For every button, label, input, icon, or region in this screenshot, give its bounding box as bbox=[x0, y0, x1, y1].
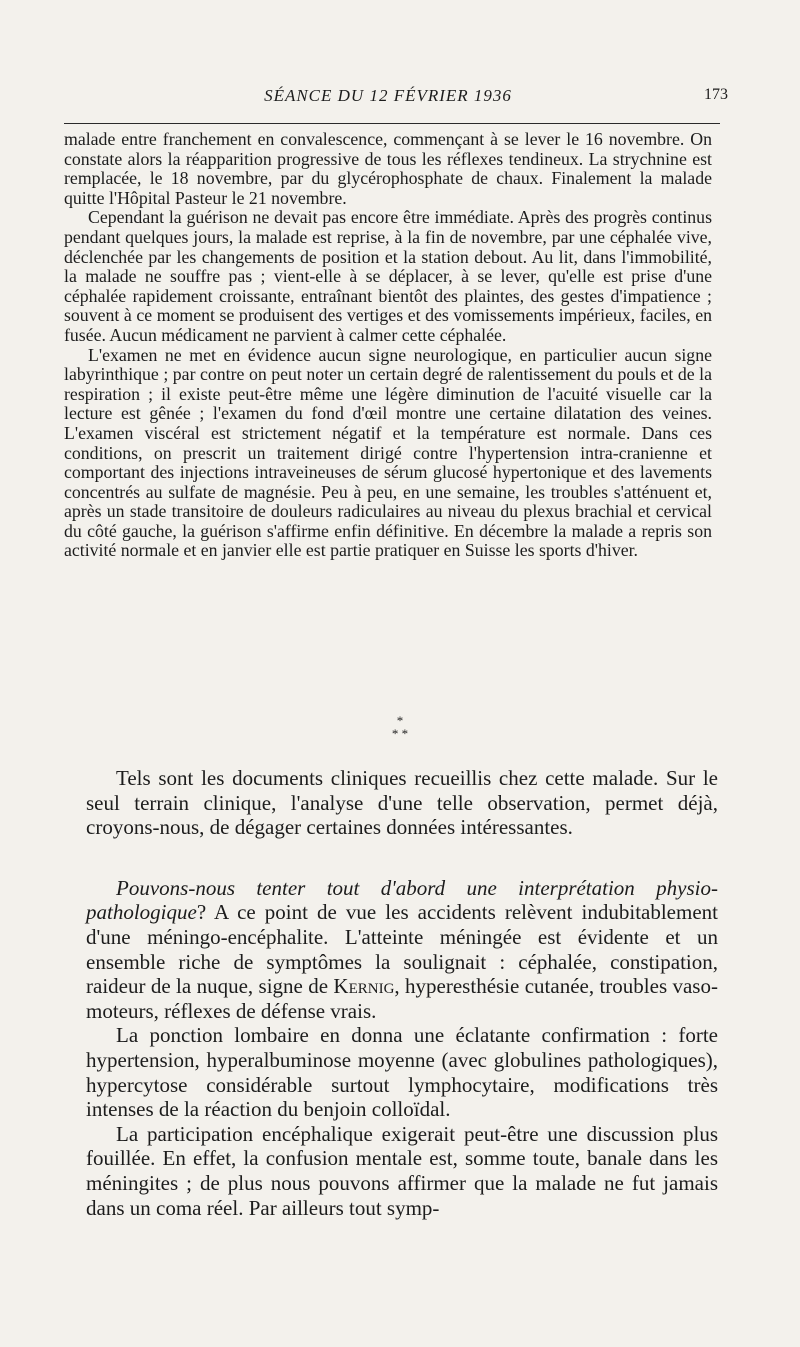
page-number: 173 bbox=[704, 86, 728, 103]
interpretation-question: Pouvons-nous tenter tout d'abord une interprétation physio-pathologique bbox=[86, 875, 718, 925]
paragraph-convalescence: malade entre franchement en convalescence, commençant à se lever le 16 novembre. On constate alors la réapparition progressive de tous les réflexes tendineux. La strychnine est remplacée, le 18 novembre, par du glycérophosphate de chaux. Finalement la malade quitte l'Hôpital Pasteur le 21 novembre. bbox=[64, 129, 712, 208]
paragraph-examen: L'examen ne met en évidence aucun signe neurologique, en particulier aucun signe labyrinthique ; par contre on peut noter un certain degré de ralentissement du pouls et de la respiration ; il existe peut-être même une légère diminution de l'acuité visuelle car la lecture est gênée ; l'examen du fond d'œil montre une certaine dilatation des veines. L'examen viscéral est strictement négatif et la température est normale. Dans ces conditions, on prescrit un traitement dirigé contre l'hypertension intra-cranienne et comportant des injections intraveineuses de sérum glucosé hypertonique et des lavements concentrés au sulfate de magnésie. Peu à peu, en une semaine, les troubles s'atténuent et, après un stade transitoire de douleurs radiculaires au niveau du plexus brachial et cervical du côté gauche, la guérison s'affirme enfin définitive. En décembre la malade a repris son activité normale et en janvier elle est partie pratiquer en Suisse les sports d'hiver. bbox=[64, 344, 712, 561]
paragraph-participation: La participation encéphalique exigerait peut-être une discussion plus fouillée. En effet, la confusion mentale est, somme toute, banale dans les méningites ; de plus nous pouvons affirmer que la malade ne fut jamais dans un coma réel. Par ailleurs tout symp- bbox=[86, 1121, 718, 1220]
paragraph-interpretation bbox=[86, 876, 718, 1024]
paragraph-cephalee: Cependant la guérison ne devait pas encore être immédiate. Après des progrès continus pendant quelques jours, la malade est reprise, à la fin de novembre, par une céphalée vive, déclenchée par les changements de position et la station debout. Au lit, dans l'immobilité, la malade ne souffre pas ; vient-elle à se déplacer, à se lever, qu'elle est prise d'une céphalée rapidement croissante, entraînant bientôt des plaintes, des gestes d'impatience ; souvent à ce moment se produisent des vertiges et des vomissements impérieux, faciles, en fusée. Aucun médicament ne parvient à calmer cette céphalée. bbox=[64, 207, 712, 345]
paragraph-documents: Tels sont les documents cliniques recueillis chez cette malade. Sur le seul terrain clinique, l'analyse d'une telle observation, permet déjà, croyons-nous, de dégager certaines données intéressantes. bbox=[86, 766, 718, 840]
asterism-top: * bbox=[396, 713, 404, 728]
discussion-text bbox=[86, 766, 718, 1220]
paragraph-ponction: La ponction lombaire en donna une éclatante confirmation : forte hypertension, hyperalbuminose moyenne (avec globulines pathologiques), hypercytose considérable surtout lymphocytaire, modifications très intenses de la réaction du benjoin colloïdal. bbox=[86, 1023, 718, 1122]
asterism-separator bbox=[0, 714, 800, 740]
header-rule bbox=[64, 123, 720, 124]
running-head bbox=[64, 86, 728, 110]
interpretation-text-b: , hyperesthésie cutanée, troubles vaso-moteurs, réflexes de défense vrais. bbox=[86, 974, 718, 1023]
running-title: SÉANCE DU 12 FÉVRIER 1936 bbox=[264, 86, 512, 105]
interpretation-text-a: ? A ce point de vue les accidents relèvent indubitablement d'une méningo-encéphalite. L'atteinte méningée est évidente et un ensemble riche de symptômes la soulignait : céphalée, constipation, raideur de la nuque, signe de bbox=[86, 900, 718, 999]
author-name-kernig: Kernig bbox=[333, 974, 395, 999]
case-report-text bbox=[64, 130, 712, 561]
asterism-bottom: * * bbox=[391, 726, 409, 741]
